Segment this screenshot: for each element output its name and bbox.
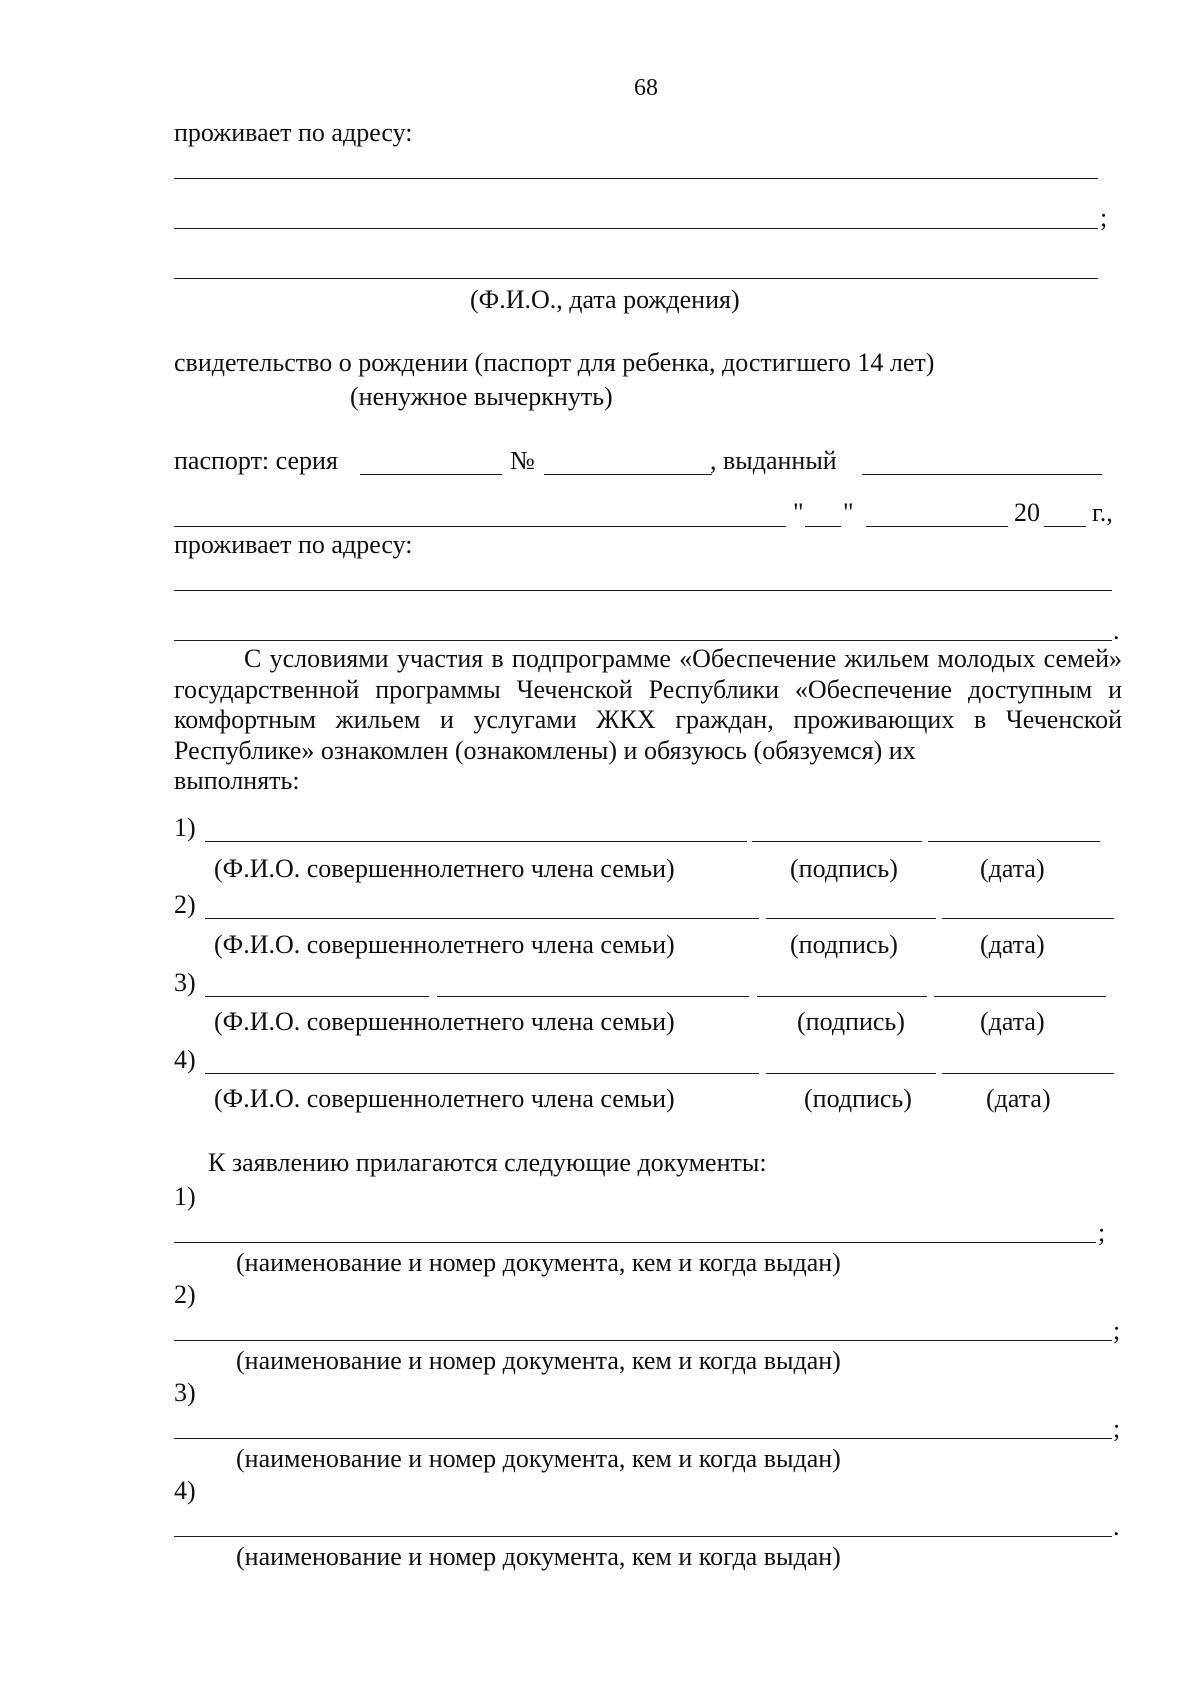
attachment-field[interactable] [174, 1340, 1112, 1341]
issue-month-field[interactable] [866, 526, 1008, 527]
signer-date-caption: (дата) [980, 930, 1045, 959]
issue-day-field[interactable] [805, 526, 841, 527]
signer-date-field[interactable] [942, 1073, 1114, 1074]
signer-date-caption: (дата) [980, 1007, 1045, 1036]
signer-fio-field-a[interactable] [205, 996, 429, 997]
address2-period: . [1113, 616, 1120, 645]
attachment-end-mark: ; [1113, 1316, 1121, 1345]
signer-date-field[interactable] [934, 996, 1106, 997]
signer-sign-caption: (подпись) [797, 1007, 905, 1036]
signer-fio-field[interactable] [205, 1073, 759, 1074]
signer-fio-field-b[interactable] [437, 996, 749, 997]
attachment-end-mark: . [1113, 1512, 1120, 1541]
address2-line-1[interactable] [174, 590, 1112, 591]
signer-sign-field[interactable] [766, 1073, 936, 1074]
address-label: проживает по адресу: [174, 118, 413, 147]
signer-fio-caption: (Ф.И.О. совершеннолетнего члена семьи) [214, 854, 675, 883]
attachments-heading: К заявлению прилагаются следующие документы: [208, 1148, 767, 1177]
signer-sign-caption: (подпись) [804, 1084, 912, 1113]
attachment-number: 1) [174, 1182, 196, 1211]
signer-number: 3) [174, 968, 196, 997]
page-number: 68 [634, 75, 658, 101]
signer-fio-caption: (Ф.И.О. совершеннолетнего члена семьи) [214, 1084, 675, 1113]
passport-series-field[interactable] [360, 474, 502, 475]
address-semicolon: ; [1100, 203, 1108, 232]
signer-date-caption: (дата) [986, 1084, 1051, 1113]
address-line-1[interactable] [174, 178, 1098, 179]
signer-number: 2) [174, 890, 196, 919]
address2-line-2[interactable] [174, 640, 1112, 641]
signer-date-field[interactable] [928, 841, 1100, 842]
fio-birth-line[interactable] [174, 278, 1098, 279]
year-suffix: г., [1092, 498, 1113, 527]
attachment-number: 4) [174, 1476, 196, 1505]
attachment-field[interactable] [174, 1536, 1112, 1537]
attachment-number: 2) [174, 1280, 196, 1309]
signer-sign-field[interactable] [757, 996, 927, 997]
attachment-field[interactable] [174, 1242, 1096, 1243]
attachment-caption: (наименование и номер документа, кем и когда выдан) [236, 1248, 841, 1277]
signer-sign-caption: (подпись) [790, 854, 898, 883]
passport-issued-label: , выданный [710, 446, 837, 475]
issue-year-field[interactable] [1044, 526, 1086, 527]
birth-cert-line: свидетельство о рождении (паспорт для ребенка, достигшего 14 лет) [174, 348, 935, 377]
attachment-caption: (наименование и номер документа, кем и когда выдан) [236, 1346, 841, 1375]
attachment-number: 3) [174, 1378, 196, 1407]
consent-text: С условиями участия в подпрограмме «Обеспечение жильем молодых семей» государственной программы Чеченской Республики «Обеспечение доступным и комфортным жильем и услугами ЖКХ граждан, проживающих в Чеченской Республике» ознакомлен (ознакомлены) и обязуюсь (обязуемся) их [174, 644, 1122, 765]
attachment-end-mark: ; [1098, 1218, 1106, 1247]
signer-fio-caption: (Ф.И.О. совершеннолетнего члена семьи) [214, 1007, 675, 1036]
passport-number-field[interactable] [544, 474, 712, 475]
attachment-end-mark: ; [1113, 1414, 1121, 1443]
signer-sign-caption: (подпись) [790, 930, 898, 959]
date-open-quote: " [793, 498, 804, 527]
attachment-field[interactable] [174, 1438, 1112, 1439]
passport-series-label: паспорт: серия [174, 446, 338, 475]
signer-number: 1) [174, 813, 196, 842]
attachment-caption: (наименование и номер документа, кем и когда выдан) [236, 1542, 841, 1571]
fio-birth-caption: (Ф.И.О., дата рождения) [470, 285, 740, 314]
signer-fio-field[interactable] [205, 841, 747, 842]
address-line-2[interactable] [174, 228, 1098, 229]
address-label-2: проживает по адресу: [174, 530, 413, 559]
signer-sign-field[interactable] [766, 918, 936, 919]
attachment-caption: (наименование и номер документа, кем и когда выдан) [236, 1444, 841, 1473]
year-prefix: 20 [1014, 498, 1040, 527]
signer-fio-field[interactable] [205, 918, 759, 919]
signer-sign-field[interactable] [752, 841, 922, 842]
signer-date-caption: (дата) [980, 854, 1045, 883]
signer-fio-caption: (Ф.И.О. совершеннолетнего члена семьи) [214, 930, 675, 959]
passport-number-label: № [510, 446, 535, 475]
passport-issued-field[interactable] [862, 474, 1102, 475]
consent-last-line: выполнять: [174, 766, 300, 795]
issuer-continuation-line[interactable] [174, 526, 786, 527]
signer-number: 4) [174, 1045, 196, 1074]
date-close-quote: " [843, 498, 854, 527]
strike-note: (ненужное вычеркнуть) [350, 382, 613, 411]
consent-paragraph [174, 644, 1122, 797]
signer-date-field[interactable] [942, 918, 1114, 919]
